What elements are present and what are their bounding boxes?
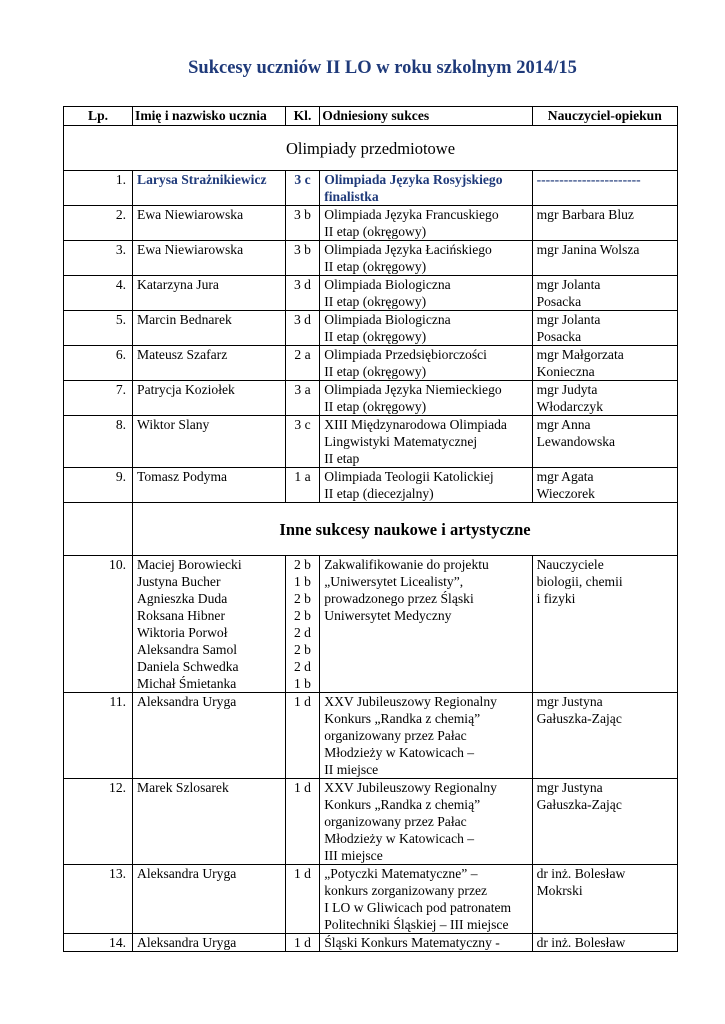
class-line: 2 b [293, 591, 311, 606]
achievement-line: „Uniwersytet Licealisty”, [324, 574, 464, 589]
student-name: Tomasz Podyma [133, 468, 286, 503]
student-name-line: Aleksandra Uryga [137, 866, 237, 881]
teacher-line: Lewandowska [536, 434, 616, 449]
student-name: Wiktor Slany [133, 416, 286, 468]
teacher-line: mgr Małgorzata [536, 347, 624, 362]
achievement-line: Olimpiada Teologii Katolickiej [324, 469, 494, 484]
teacher-line: mgr Justyna [536, 780, 603, 795]
teacher-line: Wieczorek [536, 486, 595, 501]
row-number: 1. [64, 171, 133, 206]
table-row [64, 468, 678, 503]
student-name-line: Aleksandra Uryga [137, 694, 237, 709]
student-name: Ewa Niewiarowska [133, 206, 286, 241]
student-name: Larysa Strażnikiewicz [133, 171, 286, 206]
class-line: 2 b [293, 642, 311, 657]
table-row [64, 311, 678, 346]
class-cell: 1 a [285, 468, 320, 503]
class-cell: 2 a [285, 346, 320, 381]
table-row [64, 556, 678, 693]
header-teacher: Nauczyciel-opiekun [532, 107, 677, 126]
achievement-cell [320, 416, 532, 468]
row-number: 4. [64, 276, 133, 311]
teacher-line: mgr Barbara Bluz [536, 207, 634, 222]
teacher-line: mgr Anna [536, 417, 591, 432]
class-cell: 3 c [285, 416, 320, 468]
achievement-cell [320, 556, 532, 693]
teacher-cell [532, 206, 677, 241]
student-name-line: Aleksandra Uryga [137, 935, 237, 950]
row-number: 11. [64, 693, 133, 779]
achievement-line: II miejsce [324, 762, 379, 777]
teacher-cell [532, 468, 677, 503]
achievement-line: II etap (okręgowy) [324, 224, 427, 239]
student-name-line: Justyna Bucher [137, 574, 221, 589]
row-number: 3. [64, 241, 133, 276]
achievement-cell [320, 779, 532, 865]
teacher-line: mgr Jolanta [536, 312, 601, 327]
student-name: Katarzyna Jura [133, 276, 286, 311]
teacher-cell [532, 934, 677, 952]
student-name-line: Roksana Hibner [137, 608, 225, 623]
class-line: 1 d [293, 935, 311, 950]
student-name: Patrycja Koziołek [133, 381, 286, 416]
table-row [64, 241, 678, 276]
table-row [64, 865, 678, 934]
achievement-line: konkurs zorganizowany przez [324, 883, 488, 898]
table-row [64, 381, 678, 416]
student-name [133, 556, 286, 693]
achievement-cell [320, 381, 532, 416]
achievement-line: II etap (diecezjalny) [324, 486, 434, 501]
student-name-line: Agnieszka Duda [137, 591, 228, 606]
teacher-line: Nauczyciele [536, 557, 604, 572]
class-cell: 3 b [285, 206, 320, 241]
achievement-line: Konkurs „Randka z chemią” [324, 711, 481, 726]
student-name-line: Aleksandra Samol [137, 642, 238, 657]
achievement-line: II etap (okręgowy) [324, 294, 427, 309]
teacher-cell [532, 346, 677, 381]
teacher-cell [532, 693, 677, 779]
teacher-cell [532, 556, 677, 693]
teacher-line: Mokrski [536, 883, 583, 898]
achievement-line: II etap (okręgowy) [324, 259, 427, 274]
achievement-line: II etap [324, 451, 360, 466]
teacher-line: Posacka [536, 329, 582, 344]
teacher-cell [532, 311, 677, 346]
class-line: 2 d [293, 659, 311, 674]
row-number: 10. [64, 556, 133, 693]
table-row [64, 276, 678, 311]
achievement-line: Olimpiada Biologiczna [324, 277, 451, 292]
student-name-line: Wiktoria Porwoł [137, 625, 228, 640]
achievement-line: organizowany przez Pałac [324, 814, 467, 829]
row-number: 9. [64, 468, 133, 503]
teacher-line: Gałuszka-Zając [536, 797, 622, 812]
achievement-cell [320, 206, 532, 241]
row-number: 8. [64, 416, 133, 468]
section-row-olympiads [64, 126, 678, 171]
class-cell [285, 779, 320, 865]
section-row-other [64, 503, 678, 556]
teacher-cell [532, 416, 677, 468]
teacher-cell [532, 276, 677, 311]
achievement-line: II etap (okręgowy) [324, 364, 427, 379]
student-name-line: Michał Śmietanka [137, 676, 237, 691]
teacher-cell [532, 779, 677, 865]
section-title-olympiads: Olimpiady przedmiotowe [285, 138, 456, 158]
teacher-cell [532, 865, 677, 934]
teacher-line: mgr Jolanta [536, 277, 601, 292]
class-line: 2 b [293, 608, 311, 623]
teacher-line: mgr Agata [536, 469, 594, 484]
table-row [64, 346, 678, 381]
row-number: 7. [64, 381, 133, 416]
achievement-line: Olimpiada Języka Łacińskiego [324, 242, 492, 257]
achievement-line: Olimpiada Przedsiębiorczości [324, 347, 487, 362]
achievement-cell [320, 276, 532, 311]
class-line: 1 d [293, 780, 311, 795]
achievement-line: Zakwalifikowanie do projektu [324, 557, 489, 572]
teacher-cell [532, 381, 677, 416]
teacher-cell [532, 171, 677, 206]
achievement-line: Olimpiada Języka Niemieckiego [324, 382, 502, 397]
achievement-line: XIII Międzynarodowa Olimpiada [324, 417, 507, 432]
achievement-cell [320, 311, 532, 346]
table-row [64, 934, 678, 952]
section-title-cell [133, 503, 678, 556]
teacher-line: i fizyki [536, 591, 576, 606]
achievement-line: Olimpiada Języka Francuskiego [324, 207, 499, 222]
achievement-cell [320, 934, 532, 952]
achievement-line: I LO w Gliwicach pod patronatem [324, 900, 512, 915]
class-line: 1 d [293, 866, 311, 881]
achievement-line: Młodzieży w Katowicach – [324, 745, 475, 760]
achievement-line: II etap (okręgowy) [324, 399, 427, 414]
table-row [64, 779, 678, 865]
achievement-line: Uniwersytet Medyczny [324, 608, 452, 623]
class-line: 2 d [293, 625, 311, 640]
teacher-line: dr inż. Bolesław [536, 866, 626, 881]
achievement-cell [320, 346, 532, 381]
achievement-line: Lingwistyki Matematycznej [324, 434, 478, 449]
row-number: 5. [64, 311, 133, 346]
teacher-cell [532, 241, 677, 276]
teacher-line: Konieczna [536, 364, 595, 379]
student-name [133, 934, 286, 952]
row-number: 13. [64, 865, 133, 934]
teacher-line: ----------------------- [536, 172, 641, 187]
teacher-line: mgr Justyna [536, 694, 603, 709]
class-cell [285, 693, 320, 779]
class-line: 1 d [293, 694, 311, 709]
achievement-line: Śląski Konkurs Matematyczny - [324, 935, 500, 950]
class-line: 2 b [293, 557, 311, 572]
class-cell [285, 865, 320, 934]
section-title-other: Inne sukcesy naukowe i artystyczne [279, 519, 531, 539]
table-row [64, 206, 678, 241]
student-name: Mateusz Szafarz [133, 346, 286, 381]
achievement-cell [320, 865, 532, 934]
teacher-line: mgr Janina Wolsza [536, 242, 640, 257]
row-number: 6. [64, 346, 133, 381]
student-name [133, 779, 286, 865]
student-name: Ewa Niewiarowska [133, 241, 286, 276]
class-cell: 3 d [285, 276, 320, 311]
teacher-line: Gałuszka-Zając [536, 711, 622, 726]
header-name: Imię i nazwisko ucznia [133, 107, 286, 126]
teacher-line: dr inż. Bolesław [536, 935, 626, 950]
achievement-line: Olimpiada Języka Rosyjskiego [324, 172, 503, 187]
table-row [64, 693, 678, 779]
achievements-table [63, 106, 678, 952]
achievement-line: organizowany przez Pałac [324, 728, 467, 743]
page-title: Sukcesy uczniów II LO w roku szkolnym 2014/15 [188, 58, 577, 78]
student-name-line: Daniela Schwedka [137, 659, 239, 674]
class-cell: 3 a [285, 381, 320, 416]
class-cell: 3 b [285, 241, 320, 276]
achievement-line: Konkurs „Randka z chemią” [324, 797, 481, 812]
achievement-cell [320, 468, 532, 503]
achievement-line: XXV Jubileuszowy Regionalny [324, 780, 497, 795]
teacher-line: mgr Judyta [536, 382, 598, 397]
achievement-cell [320, 171, 532, 206]
class-line: 1 b [293, 574, 311, 589]
header-row [64, 107, 678, 126]
row-number: 14. [64, 934, 133, 952]
row-number: 2. [64, 206, 133, 241]
class-cell [285, 556, 320, 693]
achievement-line: XXV Jubileuszowy Regionalny [324, 694, 497, 709]
section-spacer [64, 503, 133, 556]
student-name: Marcin Bednarek [133, 311, 286, 346]
table-row [64, 171, 678, 206]
achievement-line: II etap (okręgowy) [324, 329, 427, 344]
teacher-line: Posacka [536, 294, 582, 309]
achievement-line: prowadzonego przez Śląski [324, 591, 474, 606]
class-cell [285, 934, 320, 952]
teacher-line: biologii, chemii [536, 574, 623, 589]
student-name-line: Maciej Borowiecki [137, 557, 242, 572]
achievement-line: „Potyczki Matematyczne” – [324, 866, 478, 881]
achievement-line: III miejsce [324, 848, 383, 863]
achievement-line: Politechniki Śląskiej – III miejsce [324, 917, 509, 932]
student-name [133, 693, 286, 779]
student-name-line: Marek Szlosarek [137, 780, 229, 795]
class-line: 1 b [293, 676, 311, 691]
header-kl: Kl. [285, 107, 320, 126]
class-cell: 3 d [285, 311, 320, 346]
teacher-line: Włodarczyk [536, 399, 604, 414]
achievement-line: Młodzieży w Katowicach – [324, 831, 475, 846]
achievement-line: finalistka [324, 189, 379, 204]
class-cell: 3 c [285, 171, 320, 206]
student-name [133, 865, 286, 934]
header-lp: Lp. [64, 107, 133, 126]
achievement-cell [320, 241, 532, 276]
table-row [64, 416, 678, 468]
achievement-cell [320, 693, 532, 779]
row-number: 12. [64, 779, 133, 865]
header-achievement: Odniesiony sukces [320, 107, 532, 126]
achievement-line: Olimpiada Biologiczna [324, 312, 451, 327]
